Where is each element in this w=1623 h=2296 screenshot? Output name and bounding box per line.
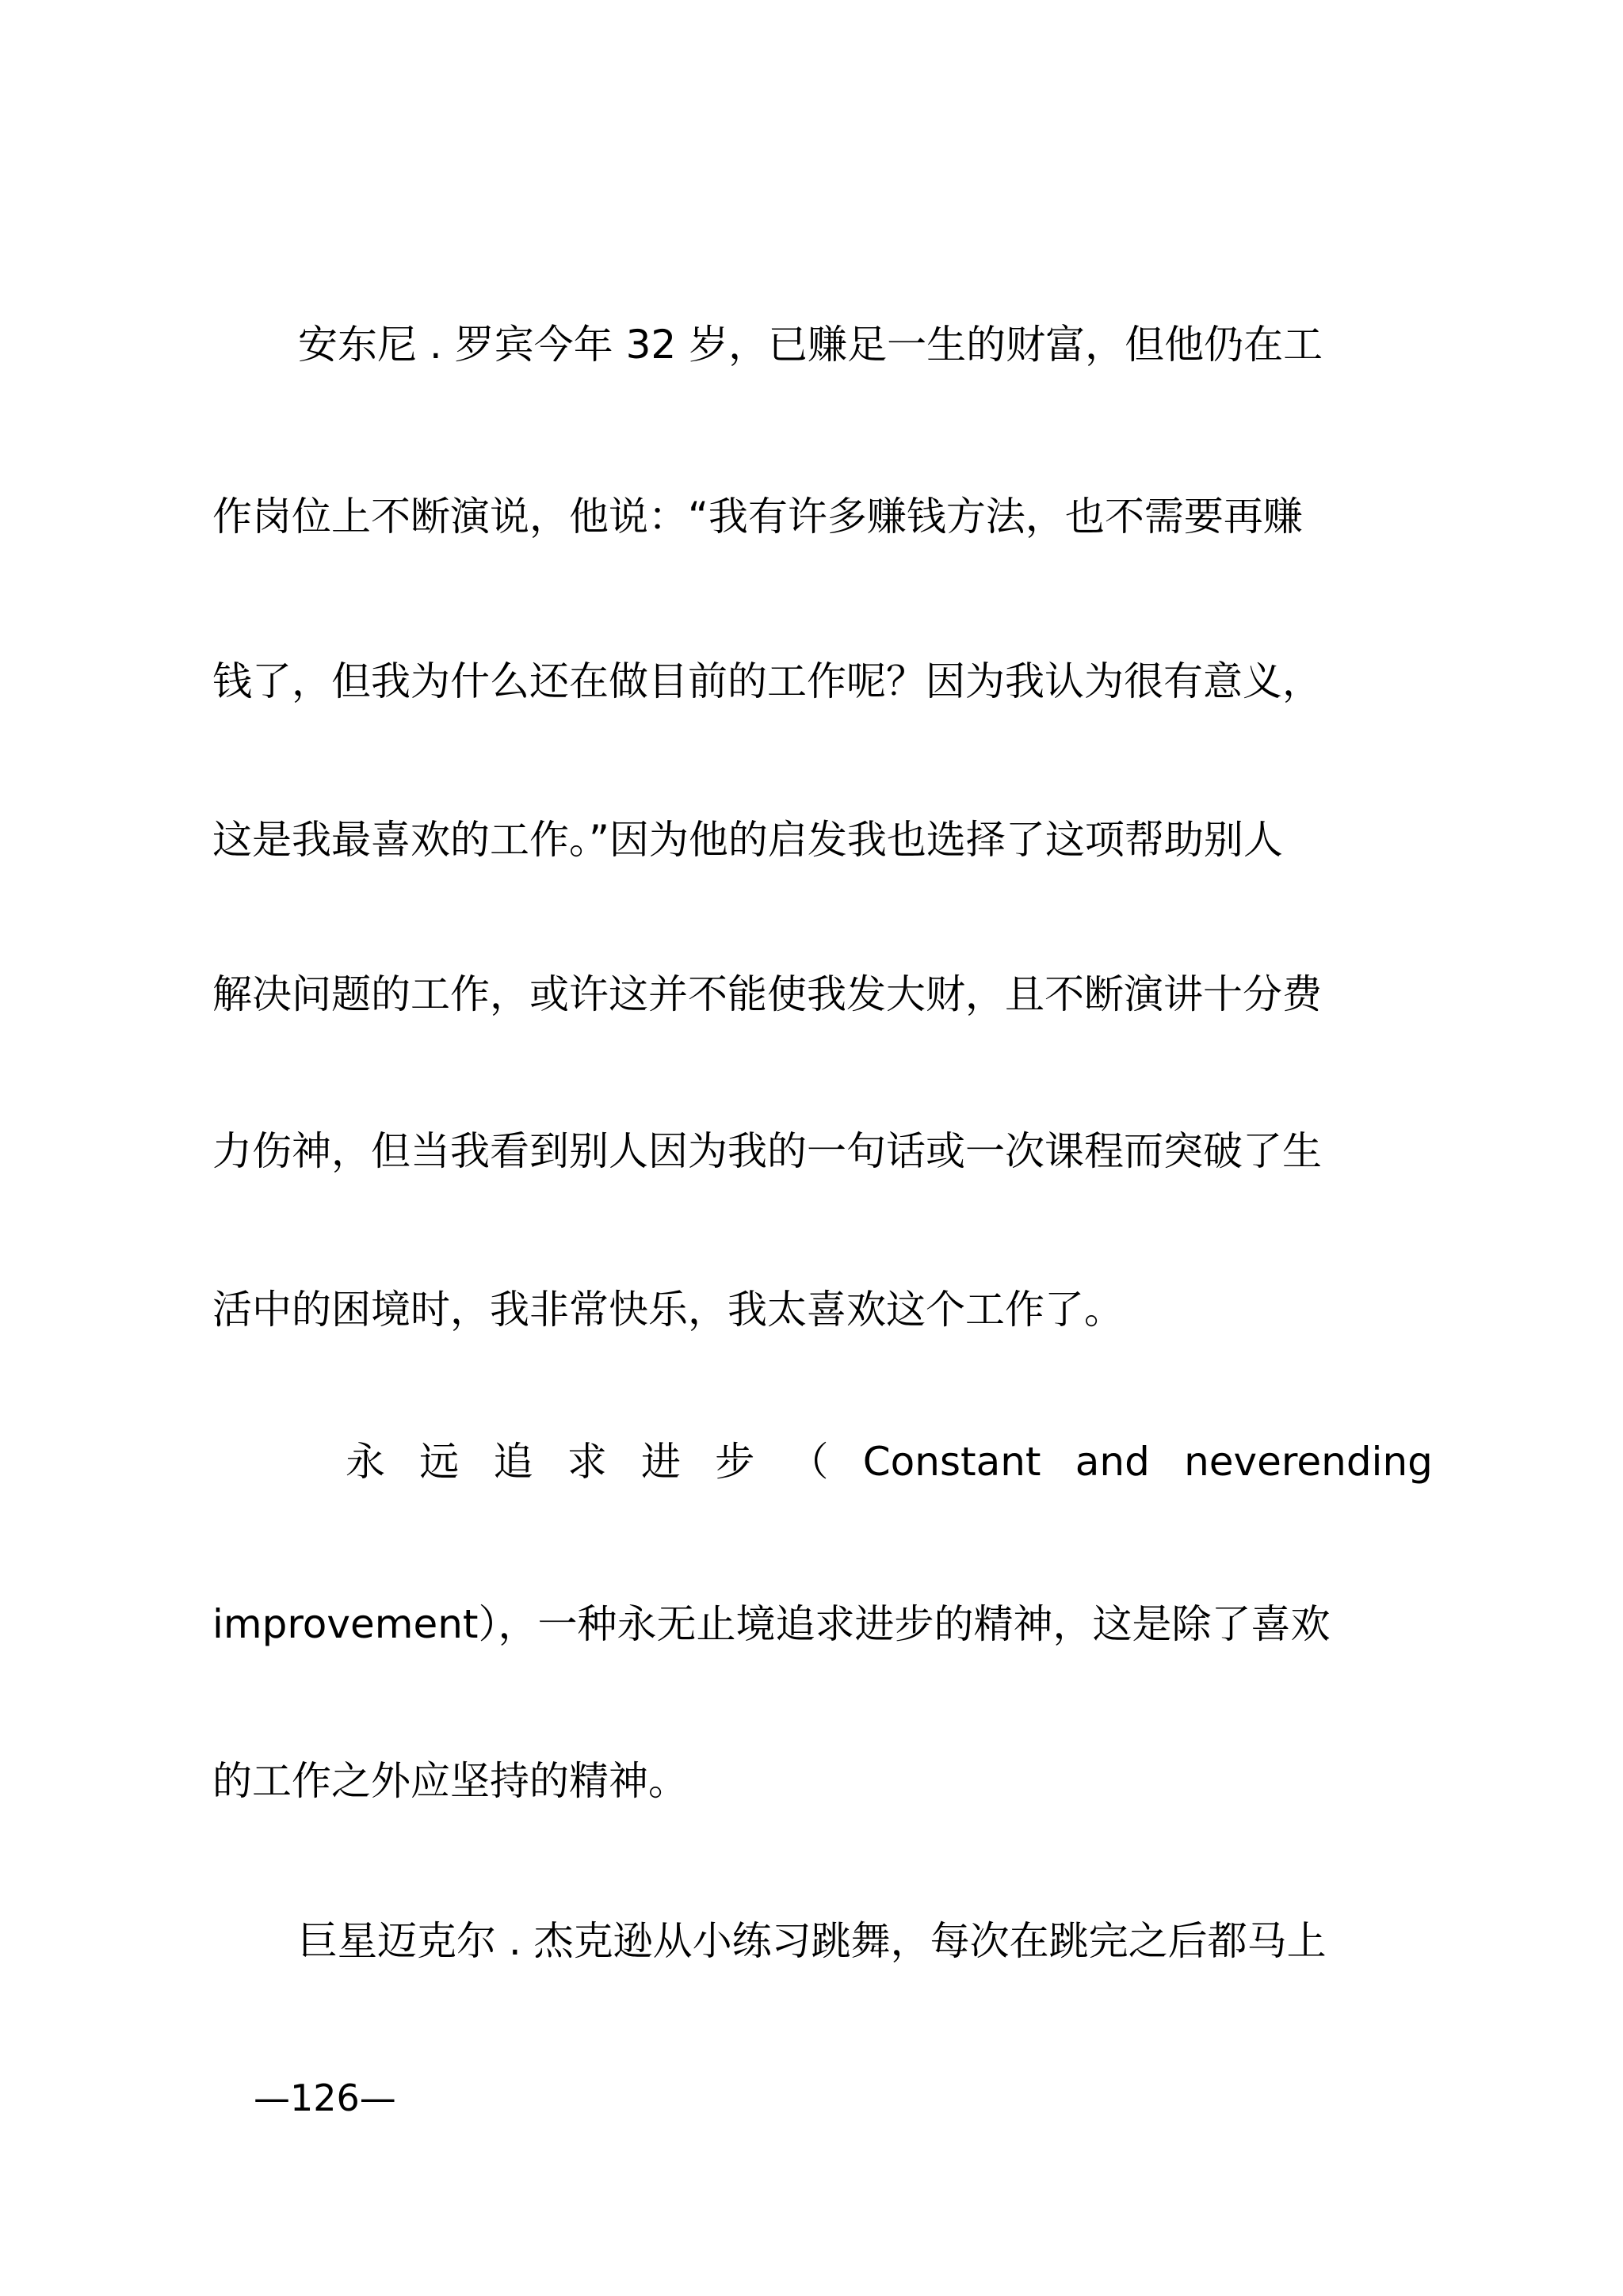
paragraph-2-line-1: [346, 1434, 1433, 1489]
paragraph-2-word: （: [789, 1439, 829, 1485]
paragraph-2-line-2: improvement），一种永无止境追求进步的精神，这是除了喜欢: [212, 1601, 1331, 1647]
paragraph-1-line-4: 这是我最喜欢的工作。”因为他的启发我也选择了这项帮助别人: [212, 817, 1283, 863]
paragraph-1-line-3: 钱了，但我为什么还在做目前的工作呢？因为我认为很有意义，: [212, 658, 1322, 704]
paragraph-1-line-1: 安东尼 . 罗宾今年 32 岁，已赚足一生的财富，但他仍在工: [298, 322, 1323, 368]
paragraph-1-line-6: 力伤神，但当我看到别人因为我的一句话或一次课程而突破了生: [212, 1128, 1322, 1174]
paragraph-2-word: 远: [419, 1439, 460, 1485]
page-number: —126—: [254, 2077, 396, 2119]
paragraph-2-word: 追: [493, 1439, 533, 1485]
paragraph-1-line-7: 活中的困境时，我非常快乐，我太喜欢这个工作了。: [212, 1287, 1124, 1333]
paragraph-2-word: Constant: [862, 1439, 1041, 1485]
paragraph-2-word: 步: [715, 1439, 755, 1485]
paragraph-1-line-5: 解决问题的工作，或许这并不能使我发大财，且不断演讲十分费: [212, 971, 1322, 1017]
paragraph-2-word: 进: [641, 1439, 681, 1485]
paragraph-3-line-1: 巨星迈克尔 . 杰克逊从小练习跳舞，每次在跳完之后都马上: [298, 1918, 1327, 1964]
paragraph-2-word: 永: [346, 1439, 385, 1485]
paragraph-1-line-2: 作岗位上不断演说，他说：“我有许多赚钱方法，也不需要再赚: [212, 494, 1303, 540]
paragraph-2-word: 求: [567, 1439, 607, 1485]
paragraph-2-word: and: [1075, 1439, 1150, 1485]
paragraph-2-line-3: 的工作之外应坚持的精神。: [212, 1758, 688, 1804]
paragraph-2-word: neverending: [1184, 1439, 1433, 1485]
